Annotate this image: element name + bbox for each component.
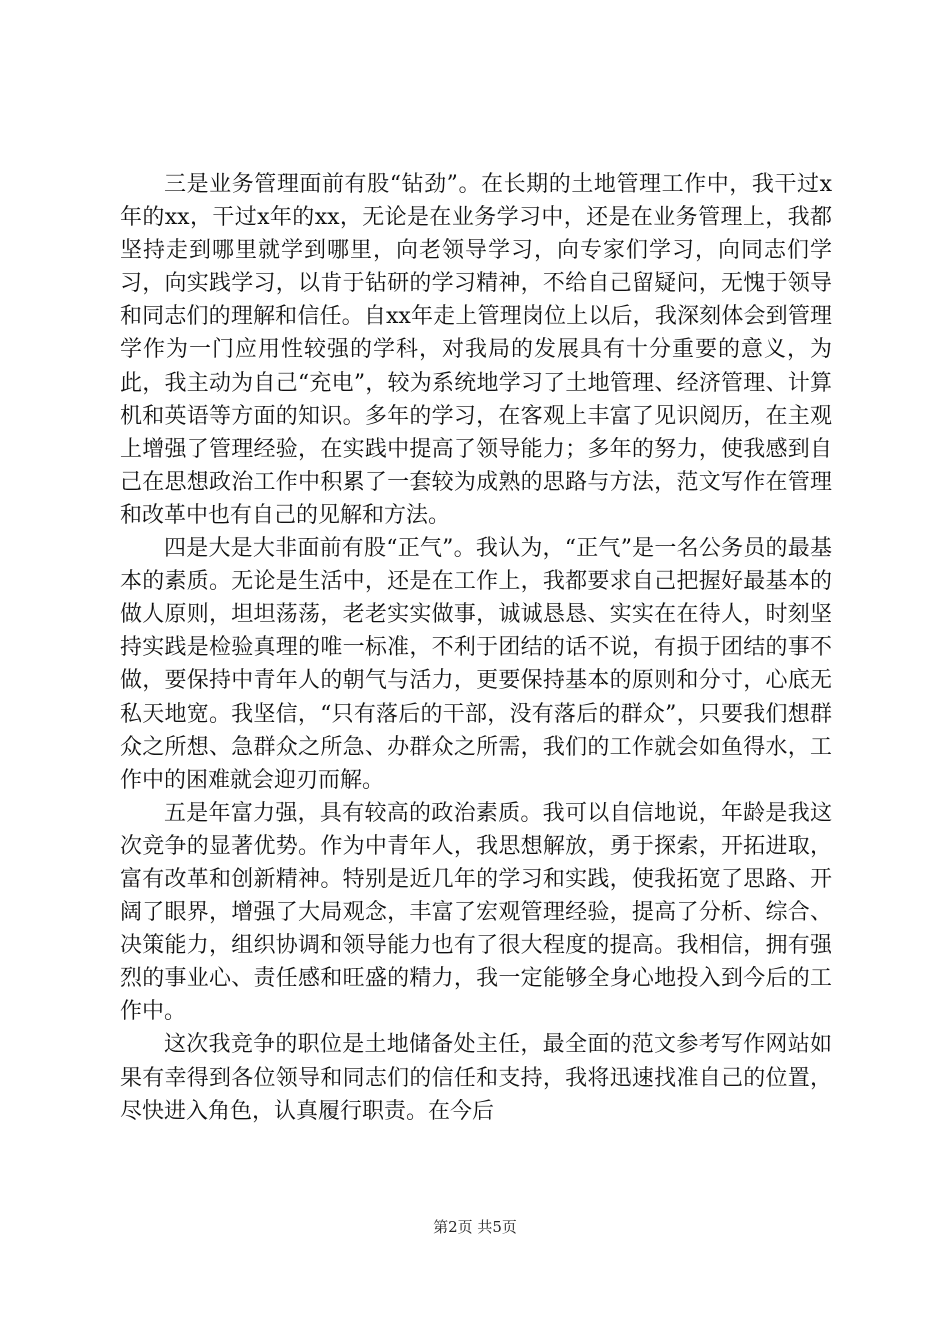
page-footer: 第2页 共5页 bbox=[433, 1218, 517, 1236]
document-body bbox=[120, 168, 832, 1128]
paragraph-business-management: 三是业务管理面前有股“钻劲”。在长期的土地管理工作中，我干过x年的xx，干过x年的xx，无论是在业务学习中，还是在业务管理上，我都坚持走到哪里就学到哪里，向老领导学习，向专家们学习，向同志们学习，向实践学习，以肯于钻研的学习精神，不给自己留疑问，无愧于领导和同志们的理解和信任。自xx年走上管理岗位上以后，我深刻体会到管理学作为一门应用性较强的学科，对我局的发展具有十分重要的意义，为此，我主动为自己“充电”，较为系统地学习了土地管理、经济管理、计算机和英语等方面的知识。多年的学习，在客观上丰富了见识阅历，在主观上增强了管理经验，在实践中提高了领导能力；多年的努力，使我感到自己在思想政治工作中积累了一套较为成熟的思路与方法，范文写作在管理和改革中也有自己的见解和方法。 bbox=[120, 172, 832, 528]
paragraph-political-quality: 五是年富力强，具有较高的政治素质。我可以自信地说，年龄是我这次竞争的显著优势。作为中青年人，我思想解放，勇于探索，开拓进取，富有改革和创新精神。特别是近几年的学习和实践，使我拓宽了思路、开阔了眼界，增强了大局观念，丰富了宏观管理经验，提高了分析、综合、决策能力，组织协调和领导能力也有了很大程度的提高。我相信，拥有强烈的事业心、责任感和旺盛的精力，我一定能够全身心地投入到今后的工作中。 bbox=[120, 800, 832, 1025]
paragraph-position-statement: 这次我竞争的职位是土地储备处主任，最全面的范文参考写作网站如果有幸得到各位领导和同志们的信任和支持，我将迅速找准自己的位置，尽快进入角色，认真履行职责。在今后 bbox=[120, 1032, 832, 1124]
paragraph-integrity: 四是大是大非面前有股“正气”。我认为，“正气”是一名公务员的最基本的素质。无论是生活中，还是在工作上，我都要求自己把握好最基本的做人原则，坦坦荡荡，老老实实做事，诚诚恳恳、实实在在待人，时刻坚持实践是检验真理的唯一标准，不利于团结的话不说，有损于团结的事不做，要保持中青年人的朝气与活力，更要保持基本的原则和分寸，心底无私天地宽。我坚信，“只有落后的干部，没有落后的群众”，只要我们想群众之所想、急群众之所急、办群众之所需，我们的工作就会如鱼得水，工作中的困难就会迎刃而解。 bbox=[120, 536, 832, 793]
